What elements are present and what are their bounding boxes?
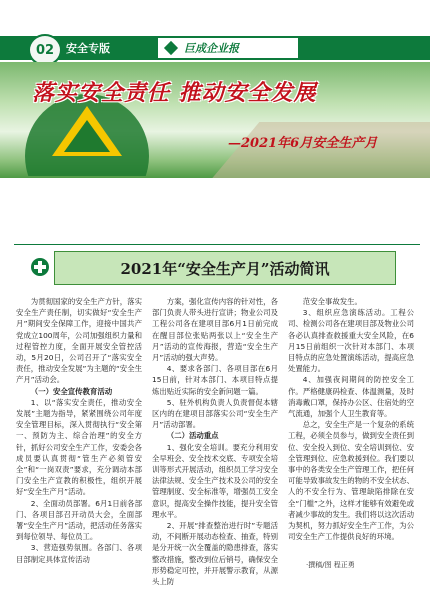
brand-logo [158, 38, 298, 58]
article-subheading: （二）活动重点 [166, 431, 219, 441]
banner-image [0, 62, 430, 178]
article-paragraph: 4、要求各部门、各项目部在6月15日前，针对本部门、本项目特点提炼出贴近实际的安全新问题一篇。 [152, 364, 278, 396]
article-paragraph: 5、驻外机构负责人负责督促本辖区内的在建项目部落实公司“安全生产月”活动部署。 [152, 397, 278, 430]
article-subheading: （一）安全宣传教育活动 [30, 386, 113, 396]
article-column-2 [152, 296, 278, 587]
page-number-badge: 02 [28, 34, 62, 66]
article-column-3 [288, 296, 414, 542]
article-paragraph: 3、营造强势氛围。各部门、各项目部制定具体宣传活动 [16, 543, 142, 564]
article-title: 2021年“安全生产月”活动简讯 [54, 251, 396, 285]
article-paragraph: 1、以“落实安全责任，推动安全发展”主题为指导，紧紧围绕公司年度安全管理目标，深入贯彻执行“安全第一、预防为主、综合治理”的安全方针，抓好公司安全生产工作，安委会各成员要认真贯彻“管生产必须管安全”和“一岗双责”要求，充分调动本部门安全生产宣教的积极性，组织开展好“安全生产月”活动。 [16, 397, 142, 497]
banner-subtitle: —2021年6月安全生产月 [228, 136, 378, 151]
brand-diamond-icon [164, 41, 178, 55]
section-label: 安全专版 [66, 42, 110, 55]
article-paragraph: 范安全事故发生。 [302, 297, 362, 306]
article-paragraph: 为贯彻国家的安全生产方针，落实安全生产责任制，切实做好“安全生产月”期间安全保障工作，迎接中国共产党成立100周年，公司加强组织力量和过程管控力度，全面开展安全管控活动，5月20日，公司召开了“落实安全责任，推动安全发展”为主题的“安全生产月”活动会。 [16, 297, 142, 385]
brand-name: 巨成企业报 [184, 42, 239, 55]
article-paragraph: 方案，强化宣传内容的针对性，各部门负责人带头进行宣讲；物业公司及工程公司各在建项目部6月1日前完成在醒目部位张贴两张以上“安全生产月”活动的宣传海报，营造“安全生产月”活动的强大声势。 [152, 297, 278, 363]
article-paragraph: 4、加强夜间期间的防控安全工作。严格健康码检查、体温测量，及时消毒戴口罩，保持办公区、住宿处的空气流通，加强个人卫生教育等。 [288, 375, 414, 419]
article-paragraph: 3、组织应急演练活动。工程公司、检测公司各在建项目部及物业公司各必认真排查救援重大安全风险，在6月15日前组织一次针对本部门、本项目特点的应急处置演练活动，提高应急处置能力。 [288, 308, 414, 374]
article-paragraph: 2、开展“排查整治进行时”专题活动，不间断开展动态检查、抽查，特别是分开统一次全覆盖的隐患排查，落实整改措施，整改到位后销号，确保安全形势稳定可控，并开展警示教育，从源头上防 [152, 521, 278, 587]
safety-cross-icon [30, 257, 50, 277]
article-signature: ·撰稿/图 程正勇 [306, 561, 355, 569]
article-paragraph: 2、全面动员部署。6月1日前各部门、各项目部召开动员大会，全面部署“安全生产月”活动，把活动任务落实到每位领导、每位员工。 [16, 498, 142, 542]
banner-title: 落实安全责任 推动安全发展 [32, 80, 317, 106]
article-column-1 [16, 296, 142, 565]
article-paragraph: 总之，安全生产是一个复杂的系统工程，必须全员参与，做到安全责任到位、安全投入到位、安全培训到位、安全管理到位、应急救援到位。我们要以事中的各类安全生产管理工作，把任何可能导致事故发生的物的不安全状态、人的不安全行为、管理缺陷排除在安全“门槛”之外，这样才能够有效避免或者减少事故的发生。我们将以这次活动为契机，努力抓好安全生产工作，为公司安全生产工作提供良好的环境。 [288, 420, 414, 542]
section-divider [14, 244, 420, 245]
article-paragraph: 1、强化安全培训。要充分利用安全早班会、安全技术交底、专项安全培训等形式开展活动，组织员工学习安全法律法规、安全生产技术及公司的安全管理制度、安全标准等，增强员工安全意识，提高安全操作技能，提升安全管理水平。 [152, 442, 278, 519]
